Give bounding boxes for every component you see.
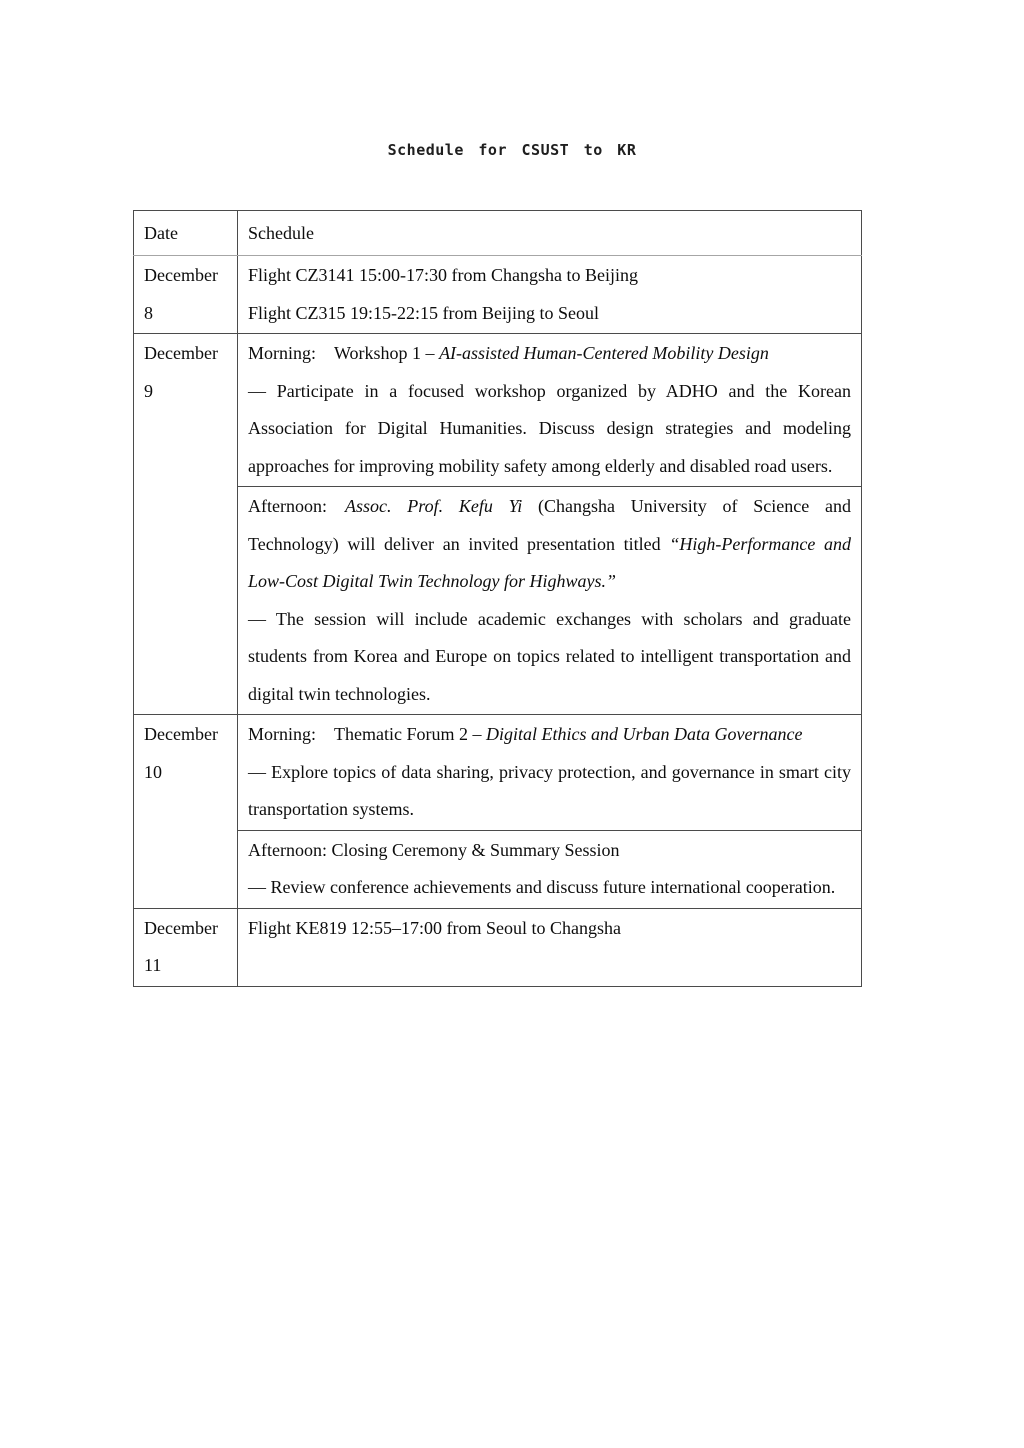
date-cell: December 10 bbox=[134, 715, 238, 909]
schedule-paragraph bbox=[248, 869, 851, 907]
schedule-paragraph bbox=[248, 716, 851, 754]
italic-text-run: Assoc. Prof. Kefu Yi bbox=[344, 496, 523, 516]
schedule-paragraph bbox=[248, 335, 851, 373]
column-header-date: Date bbox=[134, 211, 238, 256]
text-run: (Changsha University of Science and Technology) will deliver an invited presentation titled bbox=[248, 496, 851, 554]
italic-text-run: AI-assisted Human-Centered Mobility Design bbox=[439, 343, 769, 363]
date-cell: December 11 bbox=[134, 908, 238, 986]
document-title: Schedule for CSUST to KR bbox=[387, 141, 637, 159]
table-row bbox=[134, 715, 862, 831]
text-run: — The session will include academic exchanges with scholars and graduate students from Korea and Europe on topics related to intelligent transportation and digital twin technologies. bbox=[248, 608, 851, 704]
table-row bbox=[134, 487, 862, 715]
schedule-paragraph bbox=[248, 257, 851, 295]
italic-text-run: Digital Ethics and Urban Data Governance bbox=[485, 724, 803, 744]
schedule-cell bbox=[238, 487, 862, 715]
text-run: Morning: Thematic Forum 2 – bbox=[248, 724, 486, 744]
schedule-cell bbox=[238, 715, 862, 831]
schedule-cell bbox=[238, 830, 862, 908]
text-run: Flight KE819 12:55–17:00 from Seoul to Changsha bbox=[248, 917, 621, 938]
text-run: Afternoon: bbox=[248, 496, 345, 516]
schedule-paragraph bbox=[248, 295, 851, 333]
text-run: — Explore topics of data sharing, privacy protection, and governance in smart city transportation systems. bbox=[248, 761, 851, 819]
table-row bbox=[134, 334, 862, 487]
italic-text-run: “High-Performance and Low-Cost Digital Twin Technology for Highways.” bbox=[248, 533, 851, 591]
date-cell: December 8 bbox=[134, 256, 238, 334]
schedule-paragraph bbox=[248, 910, 851, 948]
text-run: — Review conference achievements and discuss future international cooperation. bbox=[248, 877, 836, 897]
schedule-paragraph bbox=[248, 832, 851, 870]
schedule-paragraph bbox=[248, 488, 851, 601]
text-run: Flight CZ3141 15:00-17:30 from Changsha to Beijing bbox=[248, 265, 638, 285]
text-run: Afternoon: Closing Ceremony & Summary Session bbox=[248, 839, 620, 860]
schedule-cell bbox=[238, 334, 862, 487]
schedule-table bbox=[133, 210, 862, 987]
schedule-cell bbox=[238, 908, 862, 986]
schedule-paragraph bbox=[248, 373, 851, 486]
schedule-paragraph bbox=[248, 754, 851, 829]
schedule-paragraph bbox=[248, 601, 851, 714]
date-cell: December 9 bbox=[134, 334, 238, 715]
schedule-table-body bbox=[134, 256, 862, 987]
text-run: Morning: Workshop 1 – bbox=[248, 343, 440, 363]
schedule-cell bbox=[238, 256, 862, 334]
text-run: Flight CZ315 19:15-22:15 from Beijing to Seoul bbox=[248, 302, 599, 323]
table-row bbox=[134, 908, 862, 986]
table-header-row bbox=[134, 211, 862, 256]
table-row bbox=[134, 830, 862, 908]
column-header-schedule: Schedule bbox=[238, 211, 862, 256]
table-row bbox=[134, 256, 862, 334]
text-run: — Participate in a focused workshop organized by ADHO and the Korean Association for Digital Humanities. Discuss design strategies and modeling approaches for improving mobility safety among elderly and disabled road users. bbox=[248, 380, 851, 476]
